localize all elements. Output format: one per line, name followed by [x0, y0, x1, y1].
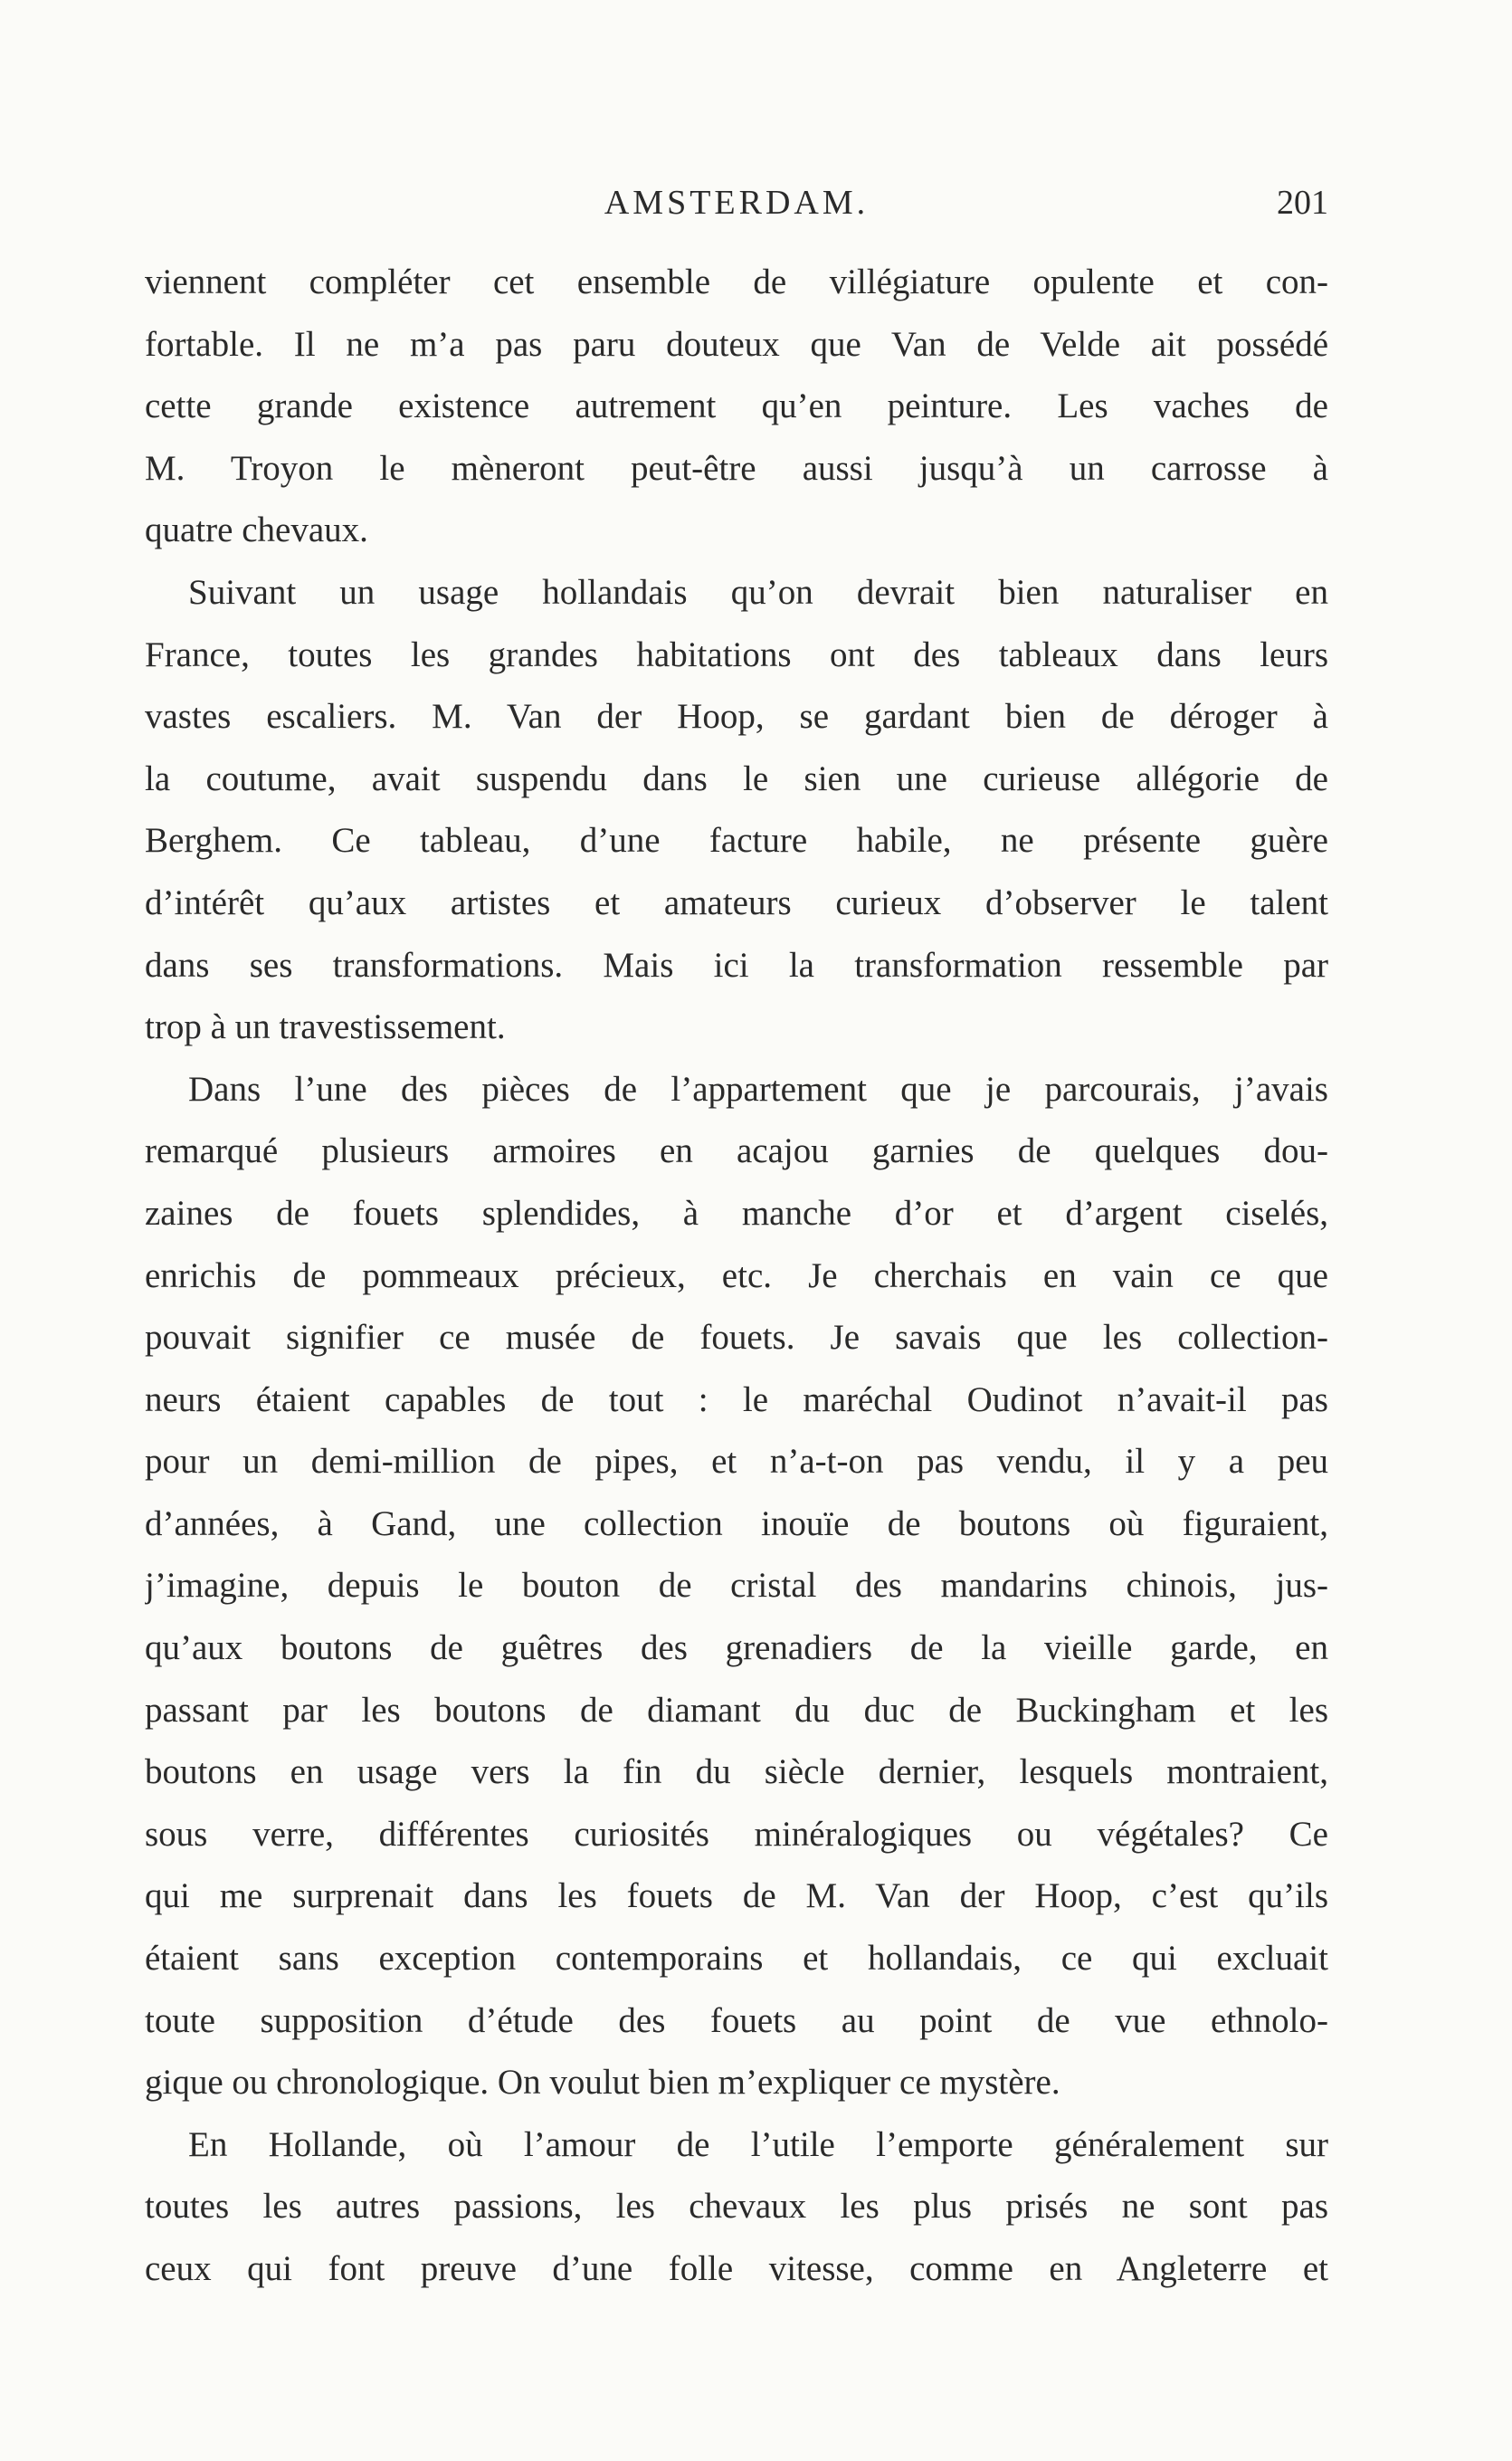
text-line: qui me surprenait dans les fouets de M. Van der Hoop, c’est qu’ils — [145, 1876, 1328, 1916]
text-line: trop à un travestissement. — [145, 1007, 506, 1047]
text-line: M. Troyon le mèneront peut-être aussi jusqu’à un carrosse à — [145, 448, 1328, 488]
text-line: remarqué plusieurs armoires en acajou garnies de quelques dou- — [145, 1131, 1328, 1171]
text-line: zaines de fouets splendides, à manche d’or et d’argent ciselés, — [145, 1193, 1328, 1233]
text-line: France, toutes les grandes habitations ont des tableaux dans leurs — [145, 634, 1328, 674]
text-line: En Hollande, où l’amour de l’utile l’emporte généralement sur — [188, 2124, 1328, 2164]
text-line: Berghem. Ce tableau, d’une facture habile, ne présente guère — [145, 821, 1328, 861]
text-line: viennent compléter cet ensemble de villégiature opulente et con- — [145, 262, 1328, 301]
text-line: pouvait signifier ce musée de fouets. Je savais que les collection- — [145, 1318, 1328, 1358]
text-line: la coutume, avait suspendu dans le sien une curieuse allégorie de — [145, 758, 1328, 798]
text-line: gique ou chronologique. On voulut bien m’expliquer ce mystère. — [145, 2063, 1060, 2103]
text-line: toutes les autres passions, les chevaux les plus prisés ne sont pas — [145, 2187, 1328, 2227]
text-line: cette grande existence autrement qu’en peinture. Les vaches de — [145, 386, 1328, 426]
text-line: j’imagine, depuis le bouton de cristal des mandarins chinois, jus- — [145, 1566, 1328, 1606]
text-line: boutons en usage vers la fin du siècle dernier, lesquels montraient, — [145, 1752, 1328, 1792]
text-line: enrichis de pommeaux précieux, etc. Je cherchais en vain ce que — [145, 1255, 1328, 1295]
text-line: fortable. Il ne m’a pas paru douteux que Van de Velde ait possédé — [145, 324, 1328, 364]
text-line: ceux qui font preuve d’une folle vitesse, comme en Angleterre et — [145, 2249, 1328, 2288]
text-line: sous verre, différentes curiosités minéralogiques ou végétales? Ce — [145, 1814, 1328, 1854]
text-line: neurs étaient capables de tout : le maréchal Oudinot n’avait-il pas — [145, 1379, 1328, 1419]
text-line: pour un demi-million de pipes, et n’a-t-on pas vendu, il y a peu — [145, 1442, 1328, 1482]
text-line: quatre chevaux. — [145, 510, 368, 550]
text-line: vastes escaliers. M. Van der Hoop, se gardant bien de déroger à — [145, 697, 1328, 737]
text-line: d’années, à Gand, une collection inouïe de boutons où figuraient, — [145, 1503, 1328, 1543]
paragraph — [145, 562, 1328, 1059]
text-line: passant par les boutons de diamant du duc de Buckingham et les — [145, 1690, 1328, 1730]
text-line: qu’aux boutons de guêtres des grenadiers de la vieille garde, en — [145, 1628, 1328, 1668]
paragraph — [145, 1059, 1328, 2114]
text-line: étaient sans exception contemporains et hollandais, ce qui excluait — [145, 1939, 1328, 1979]
text-line: Suivant un usage hollandais qu’on devrait bien naturaliser en — [188, 572, 1328, 612]
page-number: 201 — [1277, 184, 1328, 222]
text-line: d’intérêt qu’aux artistes et amateurs curieux d’observer le talent — [145, 882, 1328, 922]
running-title: AMSTERDAM. — [604, 184, 870, 222]
running-head — [145, 177, 1328, 228]
text-line: Dans l’une des pièces de l’appartement que je parcourais, j’avais — [188, 1069, 1328, 1109]
text-line: toute supposition d’étude des fouets au point de vue ethnolo- — [145, 2000, 1328, 2040]
body-text — [145, 252, 1328, 2301]
paragraph — [145, 2114, 1328, 2301]
text-line: dans ses transformations. Mais ici la transformation ressemble par — [145, 945, 1328, 985]
paragraph — [145, 252, 1328, 562]
